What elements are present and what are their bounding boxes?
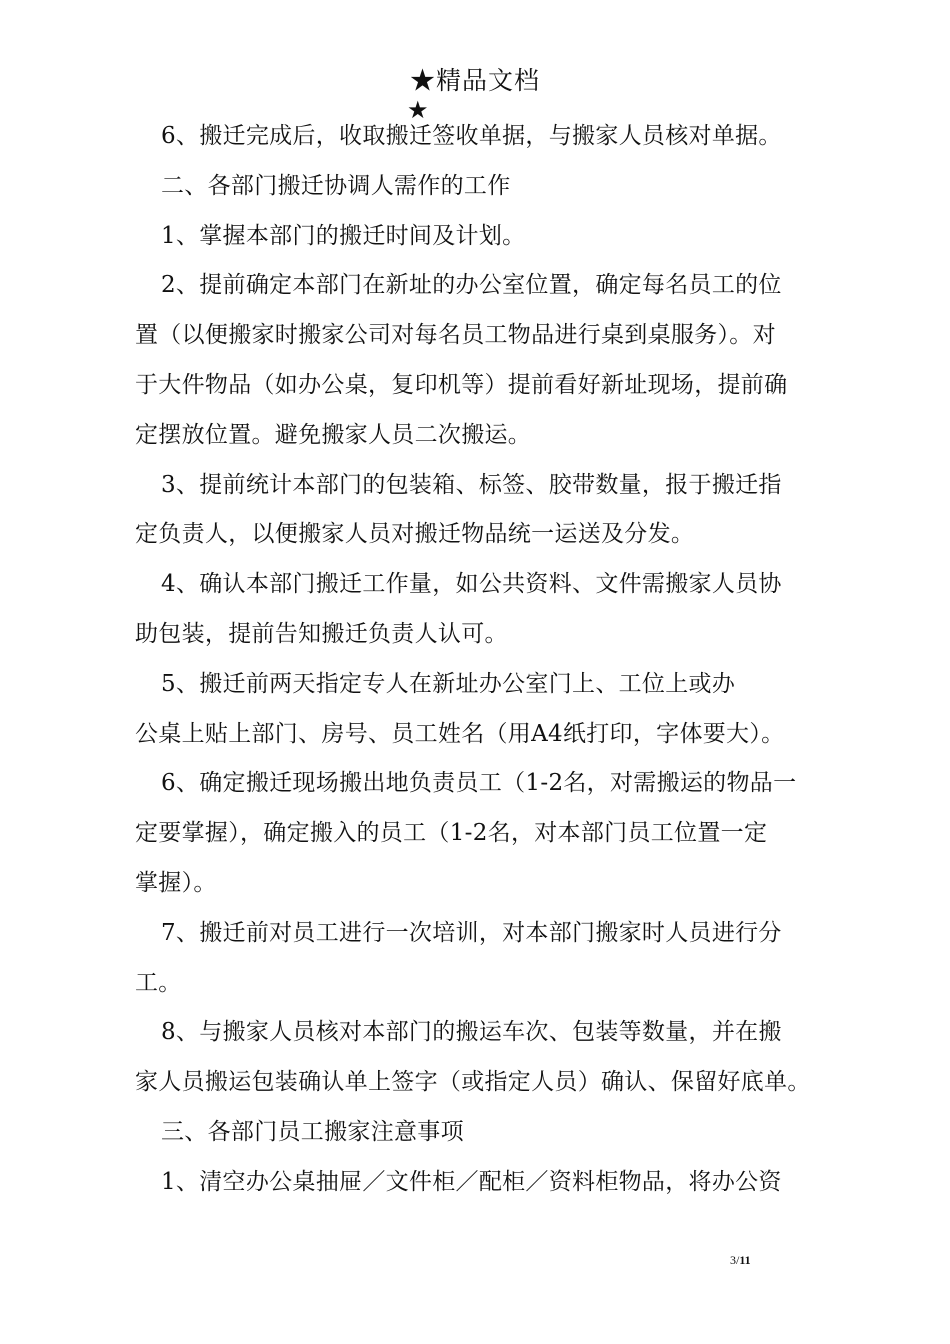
text-line: 3、提前统计本部门的包装箱、标签、胶带数量，报于搬迁指 [161,471,782,498]
text-line: 工。 [135,969,182,996]
section-heading: 二、各部门搬迁协调人需作的工作 [161,172,511,199]
text-line: 助包装，提前告知搬迁负责人认可。 [135,620,508,647]
text-line: 掌握）。 [135,869,217,896]
page-current: 3/ [730,1253,740,1267]
text-line: 于大件物品（如办公桌，复印机等）提前看好新址现场，提前确 [135,371,788,398]
text-line: 6、确定搬迁现场搬出地负责员工（1-2名，对需搬运的物品一 [161,770,797,797]
text-line: 8、与搬家人员核对本部门的搬运车次、包装等数量，并在搬 [161,1019,782,1046]
text-line: 定负责人，以便搬家人员对搬迁物品统一运送及分发。 [135,521,695,548]
header-title: ★精品文档 [409,66,540,95]
text-line: 1、掌握本部门的搬迁时间及计划。 [161,222,526,249]
page-number [730,1252,751,1268]
text-line: 2、提前确定本部门在新址的办公室位置，确定每名员工的位 [161,272,782,299]
text-line: 公桌上贴上部门、房号、员工姓名（用A4纸打印，字体要大）。 [135,720,785,747]
text-line: 定摆放位置。避免搬家人员二次搬运。 [135,421,532,448]
text-line: 6、搬迁完成后，收取搬迁签收单据，与搬家人员核对单据。 [161,123,782,149]
text-line: 定要掌握），确定搬入的员工（1-2名，对本部门员工位置一定 [135,820,768,847]
body-text [135,112,835,1208]
text-line: 5、搬迁前两天指定专人在新址办公室门上、工位上或办 [161,670,736,697]
page-total: 11 [739,1253,751,1267]
text-line: 1、清空办公桌抽屉／文件柜／配柜／资料柜物品，将办公资 [161,1168,782,1195]
header-star-icon: ★ [407,96,429,124]
text-line: 4、确认本部门搬迁工作量，如公共资料、文件需搬家人员协 [161,571,782,598]
text-line: 置（以便搬家时搬家公司对每名员工物品进行桌到桌服务）。对 [135,322,776,349]
section-heading: 三、各部门员工搬家注意事项 [161,1118,464,1145]
text-line: 家人员搬运包装确认单上签字（或指定人员）确认、保留好底单。 [135,1069,811,1096]
text-line: 7、搬迁前对员工进行一次培训，对本部门搬家时人员进行分 [161,919,782,946]
